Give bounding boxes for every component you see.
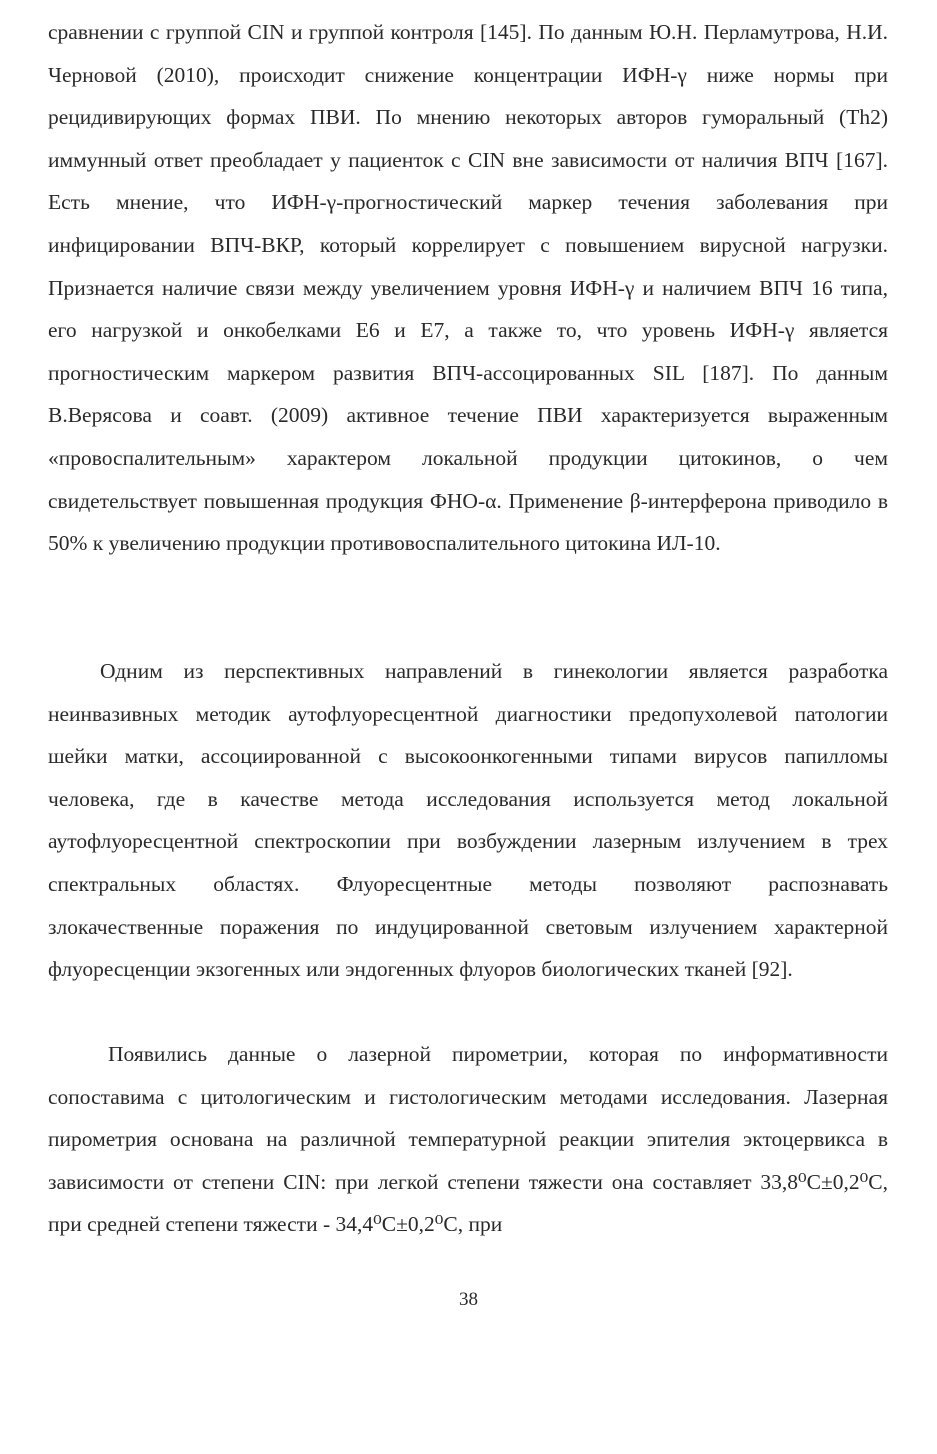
paragraph-3: Появились данные о лазерной пирометрии, которая по информативности сопоставима с цитологическим и гистологическим методами исследования. Лазерная пирометрия основана на различной температурной реакции эпителия эктоцервикса в зависимости от степени CIN: при легкой степени тяжести она составляет 33,8⁰С±0,2⁰С, при средней степени тяжести - 34,4⁰С±0,2⁰С, при bbox=[48, 1042, 888, 1237]
paragraph-2: Одним из перспективных направлений в гинекологии является разработка неинвазивных методик аутофлуоресцентной диагностики предопухолевой патологии шейки матки, ассоциированной с высокоонкогенными типами вирусов папилломы человека, где в качестве метода исследования используется метод локальной аутофлуоресцентной спектроскопии при возбуждении лазерным излучением в трех спектральных областях. Флуоресцентные методы позволяют распознавать злокачественные поражения по индуцированной световым излучением характерной флуоресценции экзогенных или эндогенных флуоров биологических тканей [92]. bbox=[48, 659, 888, 982]
paragraph-1: сравнении с группой CIN и группой контроля [145]. По данным Ю.Н. Перламутрова, Н.И. Черновой (2010), происходит снижение концентрации ИФН-γ ниже нормы при рецидивирующих формах ПВИ. По мнению некоторых авторов гуморальный (Th2) иммунный ответ преобладает у пациенток с CIN вне зависимости от наличия ВПЧ [167]. Есть мнение, что ИФН-γ-прогностический маркер течения заболевания при инфицировании ВПЧ-ВКР, который коррелирует с повышением вирусной нагрузки. Признается наличие связи между увеличением уровня ИФН-γ и наличием ВПЧ 16 типа, его нагрузкой и онкобелками Е6 и Е7, а также то, что уровень ИФН-γ является прогностическим маркером развития ВПЧ-ассоцированных SIL [187]. По данным В.Верясова и соавт. (2009) активное течение ПВИ характеризуется выраженным «провоспалительным» характером локальной продукции цитокинов, о чем свидетельствует повышенная продукция ФНО-α. Применение β-интерферона приводило в 50% к увеличению продукции противовоспалительного цитокина ИЛ-10. bbox=[48, 20, 888, 556]
page-number: 38 bbox=[459, 1289, 478, 1310]
